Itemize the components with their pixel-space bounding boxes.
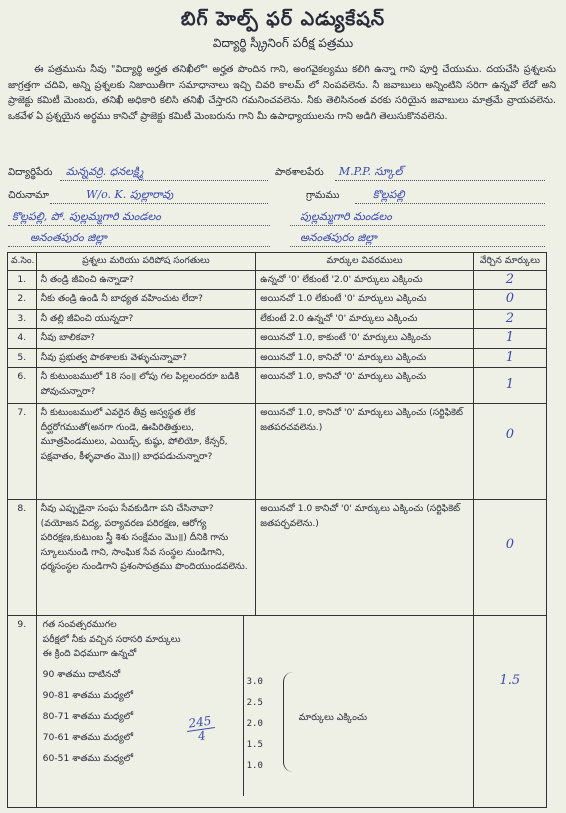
- fraction-numerator: 245: [187, 713, 212, 731]
- header-marks-given: వేర్చిన మార్కులు: [473, 253, 546, 271]
- school-name-value: M.P.P. స్కూల్: [338, 165, 403, 178]
- row-detail: ఉన్నచో '0' లేకుంటే '2.0' మార్కులు ఎక్కించు: [256, 270, 474, 290]
- score-item: 2.0: [246, 719, 263, 729]
- address-line2: కొల్లపల్లి, పో. పుల్లమ్మగారి మండలం: [12, 210, 161, 223]
- row-sno: 7.: [8, 404, 37, 500]
- fraction-denominator: 4: [196, 728, 207, 744]
- score-item: 1.5: [246, 740, 263, 750]
- handwritten-mark: 2: [505, 310, 515, 326]
- village-field: [306, 188, 405, 204]
- dotline: [335, 180, 545, 181]
- row-mark-cell: [473, 348, 546, 368]
- grade-block: [37, 616, 473, 796]
- handwritten-mark: 0: [505, 291, 515, 306]
- range-item: 60-51 శాతము మధ్యలో: [42, 752, 134, 764]
- range-item: 80-71 శాతము మధ్యలో: [42, 710, 134, 722]
- handwritten-fraction: [185, 714, 216, 745]
- row-mark-cell: [473, 270, 546, 290]
- row-detail: అయినచో 1.0, కానిచో '0' మార్కులు ఎక్కించు: [256, 348, 474, 368]
- form-subtitle: విద్యార్థి స్క్రీనింగ్ పరీక్ష పత్రము: [212, 36, 354, 50]
- row-sno: 3.: [8, 309, 37, 329]
- score-item: 2.5: [246, 698, 263, 708]
- row-detail: అయినచో 1.0, కానిచో '0' మార్కులు ఎక్కించు (సర్టిఫికెట్ జతపరచవలెను.): [256, 404, 474, 500]
- table-row: [8, 348, 547, 368]
- district-left: అనంతపురం జిల్లా: [30, 231, 107, 244]
- row9-content: [36, 616, 473, 808]
- table-row: [8, 368, 547, 404]
- form-title: బిగ్ హెల్ప్ ఫర్ ఎడ్యుకేషన్: [180, 8, 386, 30]
- row-mark-cell: [473, 616, 546, 808]
- table-row: [8, 270, 547, 290]
- row-detail: అయినచో 1.0, కానిచో '0' మార్కులు ఎక్కించు: [256, 368, 474, 404]
- dotline: [355, 203, 545, 204]
- handwritten-mark: 1: [505, 349, 515, 365]
- row-sno: 2.: [8, 290, 37, 310]
- row-detail: అయినచో 1.0 లేకుంటే '0' మార్కులు ఎక్కించు: [256, 290, 474, 310]
- row-mark-cell: [473, 290, 546, 310]
- row-detail: లేకుంటే 2.0 ఉన్నచో '0' మార్కులు ఎక్కించు: [256, 309, 474, 329]
- row9-intro-line: గత సంవత్సరముగల: [42, 619, 117, 630]
- score-item: 1.0: [246, 761, 263, 771]
- dotline: [8, 246, 270, 247]
- handwritten-mark: 1: [505, 377, 515, 392]
- marks-table: [7, 252, 547, 808]
- row-question: నీవు బాలికవా?: [36, 329, 256, 349]
- dotline: [8, 225, 270, 226]
- row-mark-cell: [473, 329, 546, 349]
- school-name-label: పాఠశాలపేరు: [275, 167, 324, 178]
- score-column: [245, 616, 445, 796]
- brace-mark: [283, 672, 294, 772]
- handwritten-mark: 1: [505, 330, 515, 345]
- district-right: అనంతపురం జిల్లా: [300, 231, 377, 244]
- student-name-label: విద్యార్థిపేరు: [8, 167, 53, 178]
- village-label: గ్రామము: [306, 190, 340, 201]
- table-header-row: [8, 253, 547, 271]
- handwritten-mark: 0: [505, 537, 515, 552]
- range-item: 70-61 శాతము మధ్యలో: [42, 731, 134, 743]
- school-name-field: [275, 165, 402, 181]
- row-question: నీవు ఎప్పుడైనా సంఘ సేవకుడిగా పని చేసినావా? (వయోజన విద్య, పర్యావరణ పరిరక్షణ, ఆరోగ్య పరిరక్షణ,కుటుంబ స్త్రీ శిశు సంక్షేమం మొ॥) దీనికి గాను స్కూలునుండి గాని, సాంఘిక సేవ సంస్థల నుండిగాని, ధర్మసంస్థల నుండిగాని ప్రశంసాపత్రము పొందియుండవలెను.: [36, 500, 256, 616]
- student-name-value: మన్నవర్రి. ధనలక్ష్మి: [65, 165, 144, 178]
- table-row: [8, 309, 547, 329]
- row-question: నీ తండ్రి జీవించి ఉన్నాడా?: [36, 270, 256, 290]
- address-field: [8, 188, 173, 204]
- address-value: W/o. K. పుల్లారావు: [86, 188, 174, 201]
- table-row: [8, 404, 547, 500]
- row-detail: అయినచో 1.0 కానిచో '0' మార్కులు ఎక్కించు (సర్టిఫికెట్ జతపర్చవలెను.): [256, 500, 474, 616]
- handwritten-mark: 1.5: [499, 673, 521, 688]
- row-mark-cell: [473, 309, 546, 329]
- village-value: కొల్లపల్లి: [372, 188, 405, 201]
- row9-question: [43, 618, 243, 769]
- range-item: 90-81 శాతము మధ్యలో: [42, 689, 134, 701]
- score-note: మార్కులు ఎక్కించు: [298, 712, 368, 723]
- header-sno: వ.సెం.: [8, 253, 37, 271]
- range-item: 90 శాతము దాటినచో: [42, 668, 121, 680]
- dotline: [60, 180, 268, 181]
- row-sno: 5.: [8, 348, 37, 368]
- row-question: నీవు ప్రభుత్వ పాఠశాలకు వెళ్ళుచున్నావా?: [36, 348, 256, 368]
- row-question: నీకు తండ్రి ఉండి నీ బాధ్యత వహించుట లేదా?: [36, 290, 256, 310]
- dotline: [50, 203, 268, 204]
- score-item: 3.0: [246, 677, 263, 687]
- row-mark-cell: [473, 500, 546, 616]
- row-question: నీ కుటుంబములో ఎవరైన తీవ్ర అస్వస్థత లేక దీర్ఘరోగముతో(అనగా గుండె, ఊపిరితిత్తులు, మూత్రపిండములు, ఎయిడ్స్, కుష్ఠు, పోలియో, కేన్సర్, పక్షవాతం, కీళ్ళవాతం మొ॥) బాధపడుచున్నారా?: [36, 404, 256, 500]
- row-sno: 9.: [8, 616, 37, 808]
- row-detail: అయినచో 1.0, కాకుంటే '0' మార్కులు ఎక్కించు: [256, 329, 474, 349]
- dotline: [290, 246, 545, 247]
- handwritten-mark: 0: [505, 427, 515, 442]
- row-sno: 8.: [8, 500, 37, 616]
- instructions-paragraph: ఈ పత్రమును నీవు "విద్యార్థి అర్హత తనిఖీలో" అర్హత పొందిన గాని, అంగవైకల్యము కలిగి ఉన్నా గాని పూర్తి చేయుము. దయచేసి ప్రశ్నలను జాగ్రత్తగా చదివి, అన్ని ప్రశ్నలకు నిజాయితీగా సమాధానాలు ఇచ్చి చివరి కాలమ్ లో నింపవలెను. నీ జవాబులు అన్నింటిని సరిగా ఉన్నవో లేదో అని ప్రాజెక్టు కమిటీ మెంబరు, తనిఖీ అధికారి కలిసి తనిఖీ చేస్తారని గమనించవలెను. నీకు తెలిసినంత వరకు సరియైన జవాబులు మాత్రమే వ్రాయవలెను. ఒకవేళ ఏ ప్రశ్నయైన అర్థము కానిచో ప్రాజెక్టు కమిటీ మెంబరును గాని మీ ఉపాధ్యాయులను గాని అడిగి తెలుసుకొనవలెను.: [8, 64, 556, 122]
- address-label: చిరునామా: [8, 190, 49, 201]
- table-row: [8, 500, 547, 616]
- header-marks-detail: మార్కుల వివరములు: [256, 253, 474, 271]
- row-sno: 1.: [8, 270, 37, 290]
- row9-intro-line: పరీక్షలో నీకు వచ్చిన సరాసరి మార్కులు: [42, 633, 181, 645]
- row-question: నీ కుటుంబములో 18 సం॥ లోపు గల పిల్లలందరూ బడికి పోవుచున్నారా?: [36, 368, 256, 404]
- table-row: [8, 329, 547, 349]
- student-name-field: [8, 165, 143, 181]
- column-divider: [243, 616, 244, 796]
- row-mark-cell: [473, 404, 546, 500]
- handwritten-mark: 2: [505, 271, 515, 287]
- row9-intro-line: ఈ క్రింది విధముగా ఉన్నచో: [42, 648, 137, 659]
- mandal-value: పుల్లమ్మగారి మండలం: [300, 210, 392, 223]
- table-row: [8, 290, 547, 310]
- row-mark-cell: [473, 368, 546, 404]
- row-sno: 4.: [8, 329, 37, 349]
- row-sno: 6.: [8, 368, 37, 404]
- header-question: ప్రశ్నలు మరియు పరిపోష సంగతులు: [36, 253, 256, 271]
- score-list: [247, 672, 263, 777]
- row-question: నీ తల్లి జీవించి యున్నదా?: [36, 309, 256, 329]
- dotline: [290, 225, 545, 226]
- table-row: [8, 616, 547, 808]
